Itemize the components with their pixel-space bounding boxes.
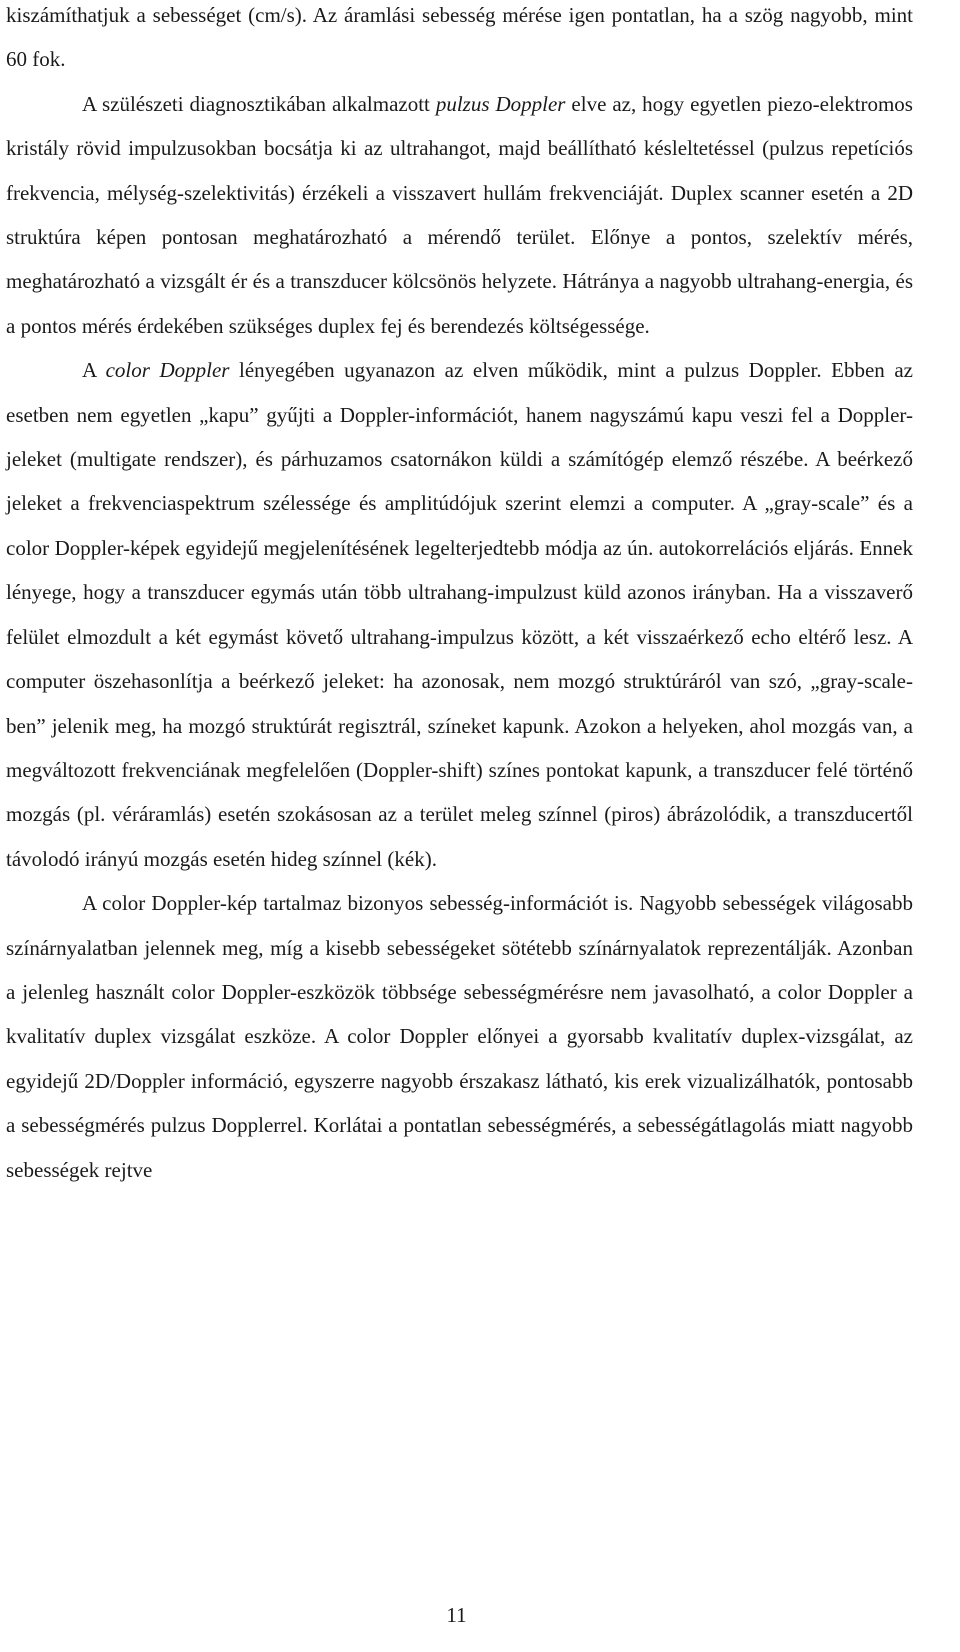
text-run: A szülészeti diagnosztikában alkalmazott <box>82 91 436 116</box>
page-number: 11 <box>446 1603 467 1627</box>
emphasized-term: pulzus Doppler <box>435 91 566 116</box>
text-run: lényegében ugyanazon az elven működik, mint a pulzus Doppler. Ebben az esetben nem egyetlen „kapu” gyűjti a Doppler-információt, hanem nagyszámú kapu veszi fel a Doppler-jeleket (multigate rendszer), és párhuzamos csatornákon küldi a számítógép elemző részébe. A beérkező jeleket a frekvenciaspektrum szélessége és amplitúdójuk szerint elemzi a computer. A „gray-scale” és a color Doppler-képek egyidejű megjelenítésének legelterjedtebb módja az ún. autokorrelációs eljárás. Ennek lényege, hogy a transzducer egymás után több ultrahang-impulzust küld azonos irányban. Ha a visszaverő felület elmozdult a két egymást követő ultrahang-impulzus között, a két visszaérkező echo eltérő lesz. A computer öszehasonlítja a beérkező jeleket: ha azonosak, nem mozgó struktúráról van szó, „gray-scale-ben” jelenik meg, ha mozgó struktúrát regisztrál, színeket kapunk. Azokon a helyeken, ahol mozgás van, a megváltozott frekvenciának megfelelően (Doppler-shift) színes pontokat kapunk, a transzducer felé történő mozgás (pl. véráramlás) esetén szokásosan az a terület meleg színnel (piros) ábrázolódik, a transzducertől távolodó irányú mozgás esetén hideg színnel (kék). <box>6 358 913 871</box>
emphasized-term: color Doppler <box>105 358 230 383</box>
text-run: A <box>82 358 106 383</box>
body-text <box>6 0 913 1192</box>
text-run: kiszámíthatjuk a sebességet (cm/s). Az áramlási sebesség mérése igen pontatlan, ha a szög nagyobb, mint 60 fok. <box>6 3 913 72</box>
text-run: elve az, hogy egyetlen piezo-elektromos kristály rövid impulzusokban bocsátja ki az ultrahangot, majd beállítható késleltetéssel (pulzus repetíciós frekvencia, mélység-szelektivitás) érzékeli a visszavert hullám frekvenciáját. Duplex scanner esetén a 2D struktúra képen pontosan meghatározható a mérendő terület. Előnye a pontos, szelektív mérés, meghatározható a vizsgált ér és a transzducer kölcsönös helyzete. Hátránya a nagyobb ultrahang-energia, és a pontos mérés érdekében szükséges duplex fej és berendezés költségessége. <box>6 91 913 338</box>
text-run: A color Doppler-kép tartalmaz bizonyos sebesség-információt is. Nagyobb sebességek világosabb színárnyalatban jelennek meg, míg a kisebb sebességeket sötétebb színárnyalatok reprezentálják. Azonban a jelenleg használt color Doppler-eszközök többsége sebességmérésre nem javasolható, a color Doppler a kvalitatív duplex vizsgálat eszköze. A color Doppler előnyei a gyorsabb kvalitatív duplex-vizsgálat, az egyidejű 2D/Doppler információ, egyszerre nagyobb érszakasz látható, kis erek vizualizálhatók, pontosabb a sebességmérés pulzus Dopplerrel. Korlátai a pontatlan sebességmérés, a sebességátlagolás miatt nagyobb sebességek rejtve <box>6 891 913 1182</box>
paragraph-p3 <box>6 348 913 881</box>
paragraph-p2 <box>6 82 913 348</box>
paragraph-p4 <box>6 881 913 1192</box>
paragraph-p1 <box>6 0 913 82</box>
